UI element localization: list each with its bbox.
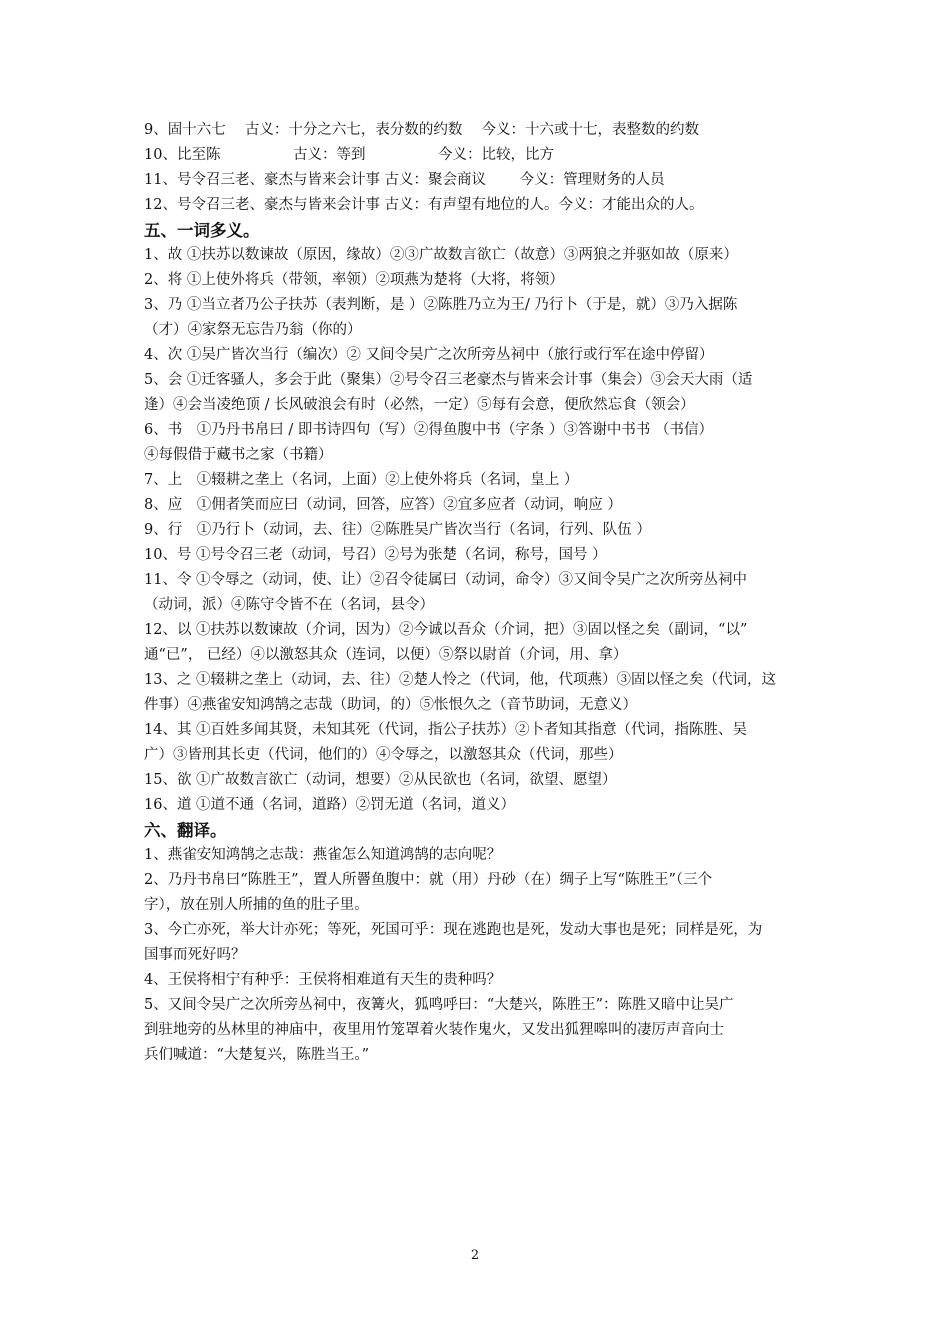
- text-line: 8、应 ①佣者笑而应曰（动词，回答，应答）②宜多应者（动词，响应 ）: [144, 497, 622, 513]
- section-heading: 六、翻译。: [144, 821, 227, 840]
- text-line: 11、号令召三老、豪杰与皆来会计事 古义：聚会商议 今义：管理财务的人员: [144, 172, 665, 188]
- text-line: 1、燕雀安知鸿鹄之志哉：燕雀怎么知道鸿鹄的志向呢？: [144, 847, 502, 863]
- text-line: 5、又间令吴广之次所旁丛祠中，夜篝火，狐鸣呼曰：“大楚兴，陈胜王”：陈胜又暗中让吴广: [144, 997, 734, 1013]
- text-line: （动词，派）④陈守令皆不在（名词，县令）: [144, 597, 434, 613]
- section-heading: 五、一词多义。: [144, 221, 260, 240]
- text-line: 7、上 ①辍耕之垄上（名词，上面）②上使外将兵（名词，皇上 ）: [144, 472, 579, 488]
- text-line: 9、行 ①乃行卜（动词，去、往）②陈胜吴广皆次当行（名词，行列、队伍 ）: [144, 522, 651, 538]
- text-line: 12、以 ①扶苏以数谏故（介词，因为）②今诚以吾众（介词，把）③固以怪之矣（副词，“以”: [144, 622, 748, 638]
- text-line: ④每假借于藏书之家（书籍）: [144, 447, 333, 463]
- text-line: （才）④家祭无忘告乃翁（你的）: [144, 322, 362, 338]
- text-line: 15、欲 ①广故数言欲亡（动词，想要）②从民欲也（名词，欲望、愿望）: [144, 772, 617, 788]
- text-line: 13、之 ①辍耕之垄上（动词，去、往）②楚人怜之（代词，他，代项燕）③固以怪之矣（代词，这: [144, 672, 777, 688]
- text-line: 10、号 ①号令召三老（动词，号召）②号为张楚（名词，称号，国号 ）: [144, 547, 607, 563]
- text-line: 4、王侯将相宁有种乎：王侯将相难道有天生的贵种吗？: [144, 972, 502, 988]
- text-line: 16、道 ①道不通（名词，道路）②罚无道（名词，道义）: [144, 797, 516, 813]
- text-line: 兵们喊道：“大楚复兴，陈胜当王。”: [144, 1047, 370, 1063]
- text-line: 9、固十六七 古义：十分之六七，表分数的约数 今义：十六或十七，表整数的约数: [144, 122, 699, 138]
- text-line: 10、比至陈 古义：等到 今义：比较，比方: [144, 147, 554, 163]
- text-line: 通“已”， 已经）④以激怒其众（连词，以便）⑤祭以尉首（介词，用、拿）: [144, 647, 628, 663]
- text-line: 6、书 ①乃丹书帛曰 / 即书诗四句（写）②得鱼腹中书（字条 ）③答谢中书书 （书信）: [144, 422, 714, 438]
- text-line: 2、乃丹书帛曰“陈胜王”，置人所罾鱼腹中：就（用）丹砂（在）绸子上写“陈胜王”（三个: [144, 872, 713, 888]
- text-line: 14、其 ①百姓多闻其贤，未知其死（代词，指公子扶苏）②卜者知其指意（代词，指陈胜、吴: [144, 722, 748, 738]
- text-line: 5、会 ①迁客骚人，多会于此（聚集）②号令召三老豪杰与皆来会计事（集会）③会天大雨（适: [144, 372, 753, 388]
- page-number: 2: [470, 1248, 480, 1263]
- text-line: 件事）④燕雀安知鸿鹄之志哉（助词，的）⑤怅恨久之（音节助词，无意义）: [144, 697, 637, 713]
- text-line: 4、次 ①吴广皆次当行（编次）② 又间令吴广之次所旁丛祠中（旅行或行军在途中停留）: [144, 347, 714, 363]
- text-line: 2、将 ①上使外将兵（带领，率领）②项燕为楚将（大将，将领）: [144, 272, 564, 288]
- text-line: 11、令 ①令辱之（动词，使、让）②召令徒属曰（动词，命令）③又间令吴广之次所旁丛祠中: [144, 572, 748, 588]
- text-line: 到驻地旁的丛林里的神庙中，夜里用竹笼罩着火装作鬼火，又发出狐狸嗥叫的凄厉声音向士: [144, 1022, 724, 1038]
- text-line: 12、号令召三老、豪杰与皆来会计事 古义：有声望有地位的人。今义：才能出众的人。: [144, 197, 704, 213]
- text-line: 3、乃 ①当立者乃公子扶苏（表判断，是 ）②陈胜乃立为王/ 乃行卜（于是，就）③乃入据陈: [144, 297, 738, 313]
- text-line: 3、今亡亦死，举大计亦死；等死，死国可乎：现在逃跑也是死，发动大事也是死；同样是死，为: [144, 922, 763, 938]
- text-line: 字），放在别人所捕的鱼的肚子里。: [144, 897, 369, 913]
- document-body: [144, 118, 814, 1068]
- text-line: 1、故 ①扶苏以数谏故（原因，缘故）②③广故数言欲亡（故意）③两狼之并驱如故（原来）: [144, 247, 738, 263]
- text-line: 国事而死好吗？: [144, 947, 246, 963]
- text-line: 逢）④会当凌绝顶 / 长风破浪会有时（必然，一定）⑤每有会意，便欣然忘食（领会）: [144, 397, 695, 413]
- text-line: 广）③皆刑其长吏（代词，他们的）④令辱之，以激怒其众（代词，那些）: [144, 747, 623, 763]
